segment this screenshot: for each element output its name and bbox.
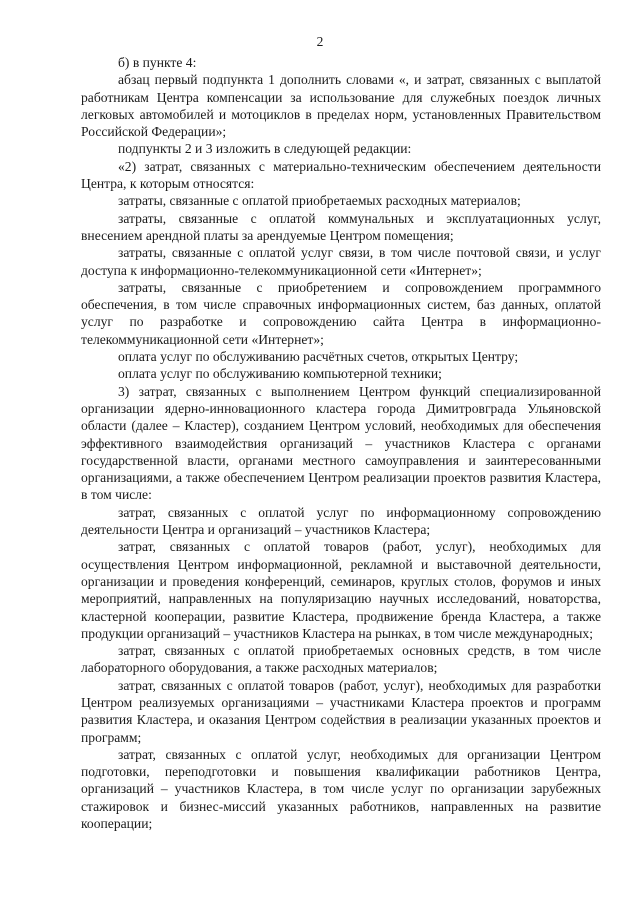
paragraph: затрат, связанных с оплатой товаров (работ, услуг), необходимых для разработки Центром реализуемых организациями – участниками Кластера проектов и программ развития Кластера, и оказания Центром содействия в реализации указанных проектов и программ; xyxy=(81,677,601,745)
paragraph: оплата услуг по обслуживанию компьютерной техники; xyxy=(118,366,442,382)
paragraph: затрат, связанных с оплатой приобретаемых основных средств, в том числе лабораторного оборудования, а также расходных материалов; xyxy=(81,643,601,676)
page-number: 2 xyxy=(316,34,324,49)
paragraph: абзац первый подпункта 1 дополнить словами «, и затрат, связанных с выплатой работникам Центра компенсации за использование для служебных поездок личных легковых автомобилей и мотоциклов в пределах норм, установленных Правительством Российской Федерации»; xyxy=(81,72,601,140)
paragraph: затраты, связанные с оплатой приобретаемых расходных материалов; xyxy=(118,193,521,209)
paragraph: оплата услуг по обслуживанию расчётных счетов, открытых Центру; xyxy=(118,349,519,365)
paragraph: подпункты 2 и 3 изложить в следующей редакции: xyxy=(118,141,412,157)
paragraph: затраты, связанные с приобретением и сопровождением программного обеспечения, в том числе справочных информационных систем, баз данных, оплатой услуг по разработке и сопровождению сайта Центра в информационно-телекоммуникационной сети «Интернет»; xyxy=(81,279,601,347)
paragraph: затрат, связанных с оплатой услуг, необходимых для организации Центром подготовки, переподготовки и повышения квалификации работников Центра, организаций – участников Кластера, в том числе услуг по организации зарубежных стажировок и бизнес-миссий указанных работников, направленных на развитие кооперации; xyxy=(81,746,601,832)
paragraph: затрат, связанных с оплатой товаров (работ, услуг), необходимых для осуществления Центром информационной, рекламной и выставочной деятельности, организации и проведения конференций, семинаров, круглых столов, форумов и иных мероприятий, направленных на популяризацию научных исследований, новаторства, кластерной кооперации, развитие Кластера, продвижение бренда Кластера, а также продукции организаций – участников Кластера на рынках, в том числе международных; xyxy=(81,539,601,641)
paragraph: затраты, связанные с оплатой услуг связи, в том числе почтовой связи, и услуг доступа к информационно-телекоммуникационной сети «Интернет»; xyxy=(81,245,601,278)
paragraph: 3) затрат, связанных с выполнением Центром функций специализированной организации ядерно-инновационного кластера города Димитровграда Ульяновской области (далее – Кластер), созданием Центром условий, необходимых для обеспечения эффективного взаимодействия организаций – участников Кластера с органами государственной власти, органами местного самоуправления и заинтересованными организациями, а также обеспечением Центром реализации проектов развития Кластера, в том числе: xyxy=(81,383,601,503)
paragraph: затрат, связанных с оплатой услуг по информационному сопровождению деятельности Центра и организаций – участников Кластера; xyxy=(81,504,601,538)
paragraph: «2) затрат, связанных с материально-техническим обеспечением деятельности Центра, к которым относятся: xyxy=(81,158,601,192)
paragraph: б) в пункте 4: xyxy=(118,55,197,70)
document-body xyxy=(81,54,601,832)
paragraph: затраты, связанные с оплатой коммунальных и эксплуатационных услуг, внесением арендной платы за арендуемые Центром помещения; xyxy=(81,210,601,243)
